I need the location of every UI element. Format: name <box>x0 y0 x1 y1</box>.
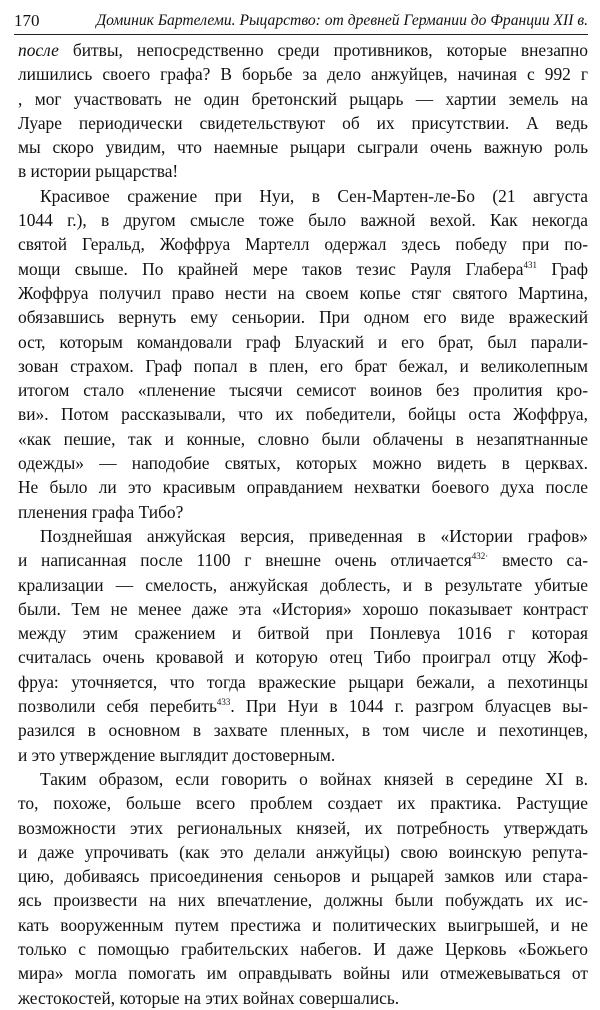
line-text: лишились своего графа? В борьбе за дело анжуйцев, начиная с 992 г <box>18 64 588 85</box>
footnote-ref[interactable]: 431 <box>523 259 538 270</box>
line-text: то, похоже, больше всего проблем создает их практика. Растущие <box>18 793 588 814</box>
paragraph <box>18 524 588 767</box>
line-text: Не было ли это красивым оправданием нехватки боевого духа после <box>18 477 588 498</box>
line-text: ви». Потом рассказывали, что их победители, бойцы оста Жоффруа, <box>18 404 588 425</box>
line-text: ясь произвести на них впечатление, должны были побуждать их ис- <box>18 890 588 911</box>
line-text: мы скоро увидим, что наемные рыцари сыграли очень важную роль <box>18 137 588 158</box>
line-text: святой Геральд, Жоффруа Мартелл одержал здесь победу при по- <box>18 234 588 255</box>
text-line <box>18 62 588 86</box>
text-line <box>18 378 588 402</box>
line-text: «как пешие, так и конные, словно были облачены в незапятнанные <box>18 428 588 449</box>
text-line <box>18 402 588 426</box>
italic-word: после <box>18 40 59 60</box>
line-text: жестокостей, которые на этих войнах совершались. <box>18 987 400 1008</box>
text-line <box>18 111 588 135</box>
text-line <box>18 524 588 548</box>
text-line <box>18 330 588 354</box>
line-text: Красивое сражение при Нуи, в Сен-Мартен-ле-Бо (21 августа <box>40 185 588 206</box>
line-text: и даже упрочивать (как это делали анжуйцы) свою воинскую репута- <box>18 841 588 862</box>
paragraph <box>18 184 588 524</box>
line-text: Позднейшая анжуйская версия, приведенная в «Истории графов» <box>40 525 588 546</box>
text-line <box>18 718 588 742</box>
line-text: и написанная после 1100 г внешне очень отличается <box>18 550 472 571</box>
line-text: обязавшись вернуть ему сеньории. При одном его виде вражеский <box>18 307 588 328</box>
paragraph <box>18 767 588 1010</box>
line-text: Луаре периодически свидетельствуют об их присутствии. А ведь <box>18 112 588 133</box>
line-text: в истории рыцарства! <box>18 161 179 182</box>
line-text: битвы, непосредственно среди противников, которые внезапно <box>58 40 588 60</box>
text-line <box>18 500 588 524</box>
line-text: крализации — смелость, анжуйская доблесть, и в результате убитые <box>18 574 588 595</box>
text-line <box>18 354 588 378</box>
line-text: были. Тем не менее даже эта «История» хорошо показывает контраст <box>18 598 588 619</box>
text-line <box>18 767 588 791</box>
line-text: только с помощью грабительских набегов. И даже Церковь «Божьего <box>18 938 588 959</box>
text-line <box>18 913 588 937</box>
text-line <box>18 475 588 499</box>
text-line <box>18 937 588 961</box>
page-header <box>14 10 588 35</box>
text-line <box>18 888 588 912</box>
text-line <box>18 208 588 232</box>
text-line <box>18 816 588 840</box>
line-text-after: вместо са- <box>488 550 588 571</box>
text-line <box>18 986 588 1010</box>
text-line <box>18 257 588 281</box>
line-text: зован страхом. Граф попал в плен, его брат бежал, и великолепным <box>18 355 588 376</box>
text-line <box>18 87 588 111</box>
line-text: разился в основном в захвате пленных, в том числе и пехотинцев, <box>18 720 588 741</box>
line-text: между этим сражением и битвой при Понлевуа 1016 г которая <box>18 623 588 644</box>
line-text: мощи свыше. По крайней мере таков тезис Рауля Глабера <box>18 258 524 279</box>
text-line <box>18 621 588 645</box>
line-text: , мог участвовать не один бретонский рыцарь — хартии земель на <box>18 88 588 109</box>
page-number: 170 <box>14 11 40 30</box>
line-text: мира» могла помогать им оправдывать войны или отмежевываться от <box>18 963 588 984</box>
line-text: одежды» — наподобие святых, которых можно видеть в церквах. <box>18 453 588 474</box>
footnote-ref[interactable]: 432· <box>471 551 489 562</box>
body-text <box>18 38 588 1010</box>
running-title: Доминик Бартелеми. Рыцарство: от древней Германии до Франции XII в. <box>96 12 588 29</box>
line-text-after: Граф <box>537 258 588 279</box>
line-text: кать вооруженным путем престижа и политических выигрышей, и не <box>18 914 588 935</box>
text-line <box>18 38 588 62</box>
text-line <box>18 840 588 864</box>
line-text: возможности этих региональных князей, их потребность утверждать <box>18 817 588 838</box>
text-line <box>18 864 588 888</box>
text-line <box>18 597 588 621</box>
text-line <box>18 961 588 985</box>
text-line <box>18 184 588 208</box>
text-line <box>18 427 588 451</box>
line-text: фруа: уточняется, что тогда вражеские рыцари бежали, а пехотинцы <box>18 671 588 692</box>
text-line <box>18 135 588 159</box>
text-line <box>18 281 588 305</box>
paragraph <box>18 38 588 184</box>
text-line <box>18 645 588 669</box>
line-text: 1044 г.), в другом смысле тоже было важной вехой. Как некогда <box>18 210 588 231</box>
text-line <box>18 573 588 597</box>
text-line <box>18 305 588 329</box>
text-line <box>18 694 588 718</box>
text-line <box>18 791 588 815</box>
text-line <box>18 670 588 694</box>
text-line <box>18 548 588 572</box>
text-line <box>18 451 588 475</box>
line-text: позволили себя перебить <box>18 696 217 717</box>
line-text: считалась очень кровавой и которую отец Тибо проиграл отцу Жоф- <box>18 647 588 668</box>
line-text-after: . При Нуи в 1044 г. разгром блуасцев вы- <box>230 696 588 717</box>
line-text: ост, которым командовали граф Блуаский и его брат, был парали- <box>18 331 588 352</box>
line-text: Жоффруа получил право нести на своем копье стяг святого Мартина, <box>18 282 588 303</box>
line-text: цию, добиваясь присоединения сеньоров и рыцарей замков или стара- <box>18 866 588 887</box>
line-text: итогом стало «пленение тысячи семисот воинов без пролития кро- <box>18 380 588 401</box>
line-text: пленения графа Тибо? <box>18 501 184 522</box>
line-text: и это утверждение выглядит достоверным. <box>18 744 336 765</box>
text-line <box>18 232 588 256</box>
line-text: Таким образом, если говорить о войнах князей в середине XI в. <box>40 768 588 789</box>
text-line <box>18 159 588 183</box>
footnote-ref[interactable]: 433 <box>216 697 231 708</box>
text-line <box>18 743 588 767</box>
